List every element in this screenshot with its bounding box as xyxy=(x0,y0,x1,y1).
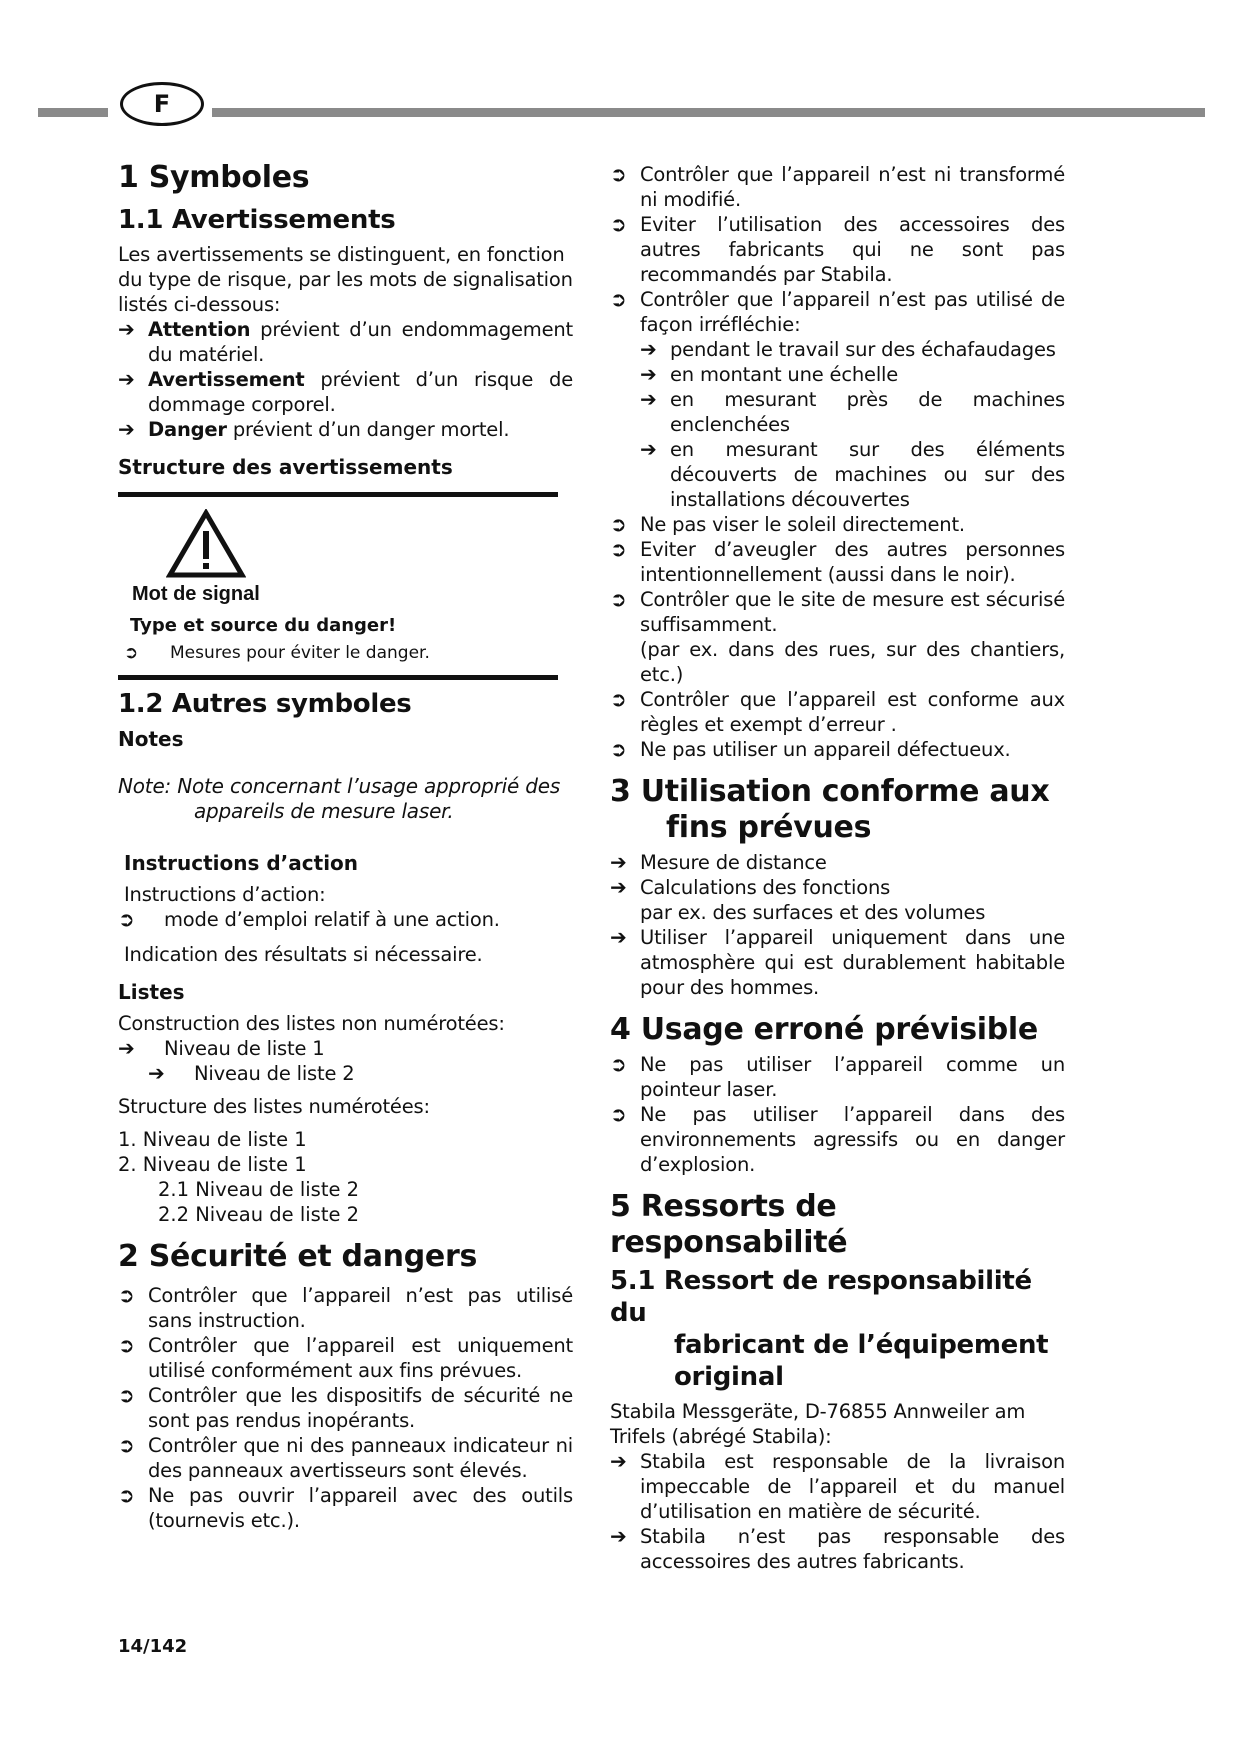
note-example xyxy=(118,774,573,824)
right-column xyxy=(610,162,1065,1574)
sub-list-item xyxy=(610,437,1065,512)
list-item: 2.2 Niveau de liste 2 xyxy=(158,1203,360,1226)
list-item-text: prévient d’un risque de dommage corporel. xyxy=(148,368,573,416)
list-item xyxy=(118,317,573,367)
arrow-icon: ➔ xyxy=(118,317,135,341)
list-item xyxy=(610,212,1065,287)
note-line: Note: Note concernant l’usage approprié des xyxy=(118,774,561,798)
list-item-text: pendant le travail sur des échafaudages xyxy=(670,338,1056,361)
list-item-text: Contrôler que l’appareil n’est pas utilisé de façon irréfléchie: xyxy=(640,288,1065,336)
danger-measure-text: Mesures pour éviter le danger. xyxy=(170,643,430,663)
danger-measure xyxy=(124,643,430,663)
list-item: 2.1 Niveau de liste 2 xyxy=(158,1178,360,1201)
numbered-list xyxy=(118,1127,573,1227)
list-item xyxy=(118,1333,573,1383)
list-item-text: Contrôler que les dispositifs de sécurité ne sont pas rendus inopérants. xyxy=(148,1384,573,1432)
danger-type: Type et source du danger! xyxy=(130,615,397,636)
section-1-title: 1 Symboles xyxy=(118,160,310,195)
lists-unnumbered-intro: Construction des listes non numérotées: xyxy=(118,1012,505,1035)
list-item-text: en mesurant sur des éléments découverts de machines ou sur des installations découvertes xyxy=(670,438,1065,511)
list-item-text: Ne pas utiliser un appareil défectueux. xyxy=(640,738,1011,761)
warning-triangle-icon xyxy=(166,509,246,579)
list-item xyxy=(118,1383,573,1433)
list-item-text: Ne pas ouvrir l’appareil avec des outils (tournevis etc.). xyxy=(148,1484,573,1532)
list-item xyxy=(118,1483,573,1533)
list-item xyxy=(118,1036,573,1061)
signal-word-danger: Danger xyxy=(148,418,227,441)
list-item-text: Niveau de liste 2 xyxy=(194,1062,355,1085)
divider xyxy=(118,675,558,680)
list-item: 1. Niveau de liste 1 xyxy=(118,1128,307,1151)
list-item xyxy=(610,1102,1065,1177)
arrow-icon: ➔ xyxy=(640,362,657,386)
list-item-text: Eviter d’aveugler des autres personnes intentionnellement (aussi dans le noir). xyxy=(640,538,1065,586)
section-2-title: 2 Sécurité et dangers xyxy=(118,1239,478,1274)
language-badge: F xyxy=(120,82,204,126)
list-item-text: prévient d’un endommagement du matériel. xyxy=(148,318,573,366)
sub-list-item xyxy=(610,337,1065,362)
section-3-title-line: fins prévues xyxy=(666,810,872,845)
circle-arrow-icon: ➲ xyxy=(610,512,627,536)
list-item-text: Contrôler que l’appareil n’est ni transformé ni modifié. xyxy=(640,163,1065,211)
arrow-icon: ➔ xyxy=(610,875,627,899)
circle-arrow-icon: ➲ xyxy=(610,587,627,611)
header-bar-right xyxy=(212,108,1205,117)
list-item xyxy=(610,850,1065,875)
signal-word: Mot de signal xyxy=(132,583,260,605)
list-item-text: en montant une échelle xyxy=(670,363,899,386)
list-item xyxy=(118,367,573,417)
list-item-text: Contrôler que ni des panneaux indicateur ni des panneaux avertisseurs sont élevés. xyxy=(148,1434,573,1482)
structure-title: Structure des avertissements xyxy=(118,455,453,479)
arrow-icon: ➔ xyxy=(148,1061,165,1085)
signal-word-avertissement: Avertissement xyxy=(148,368,305,391)
list-item xyxy=(118,1433,573,1483)
header-bar-left xyxy=(38,108,108,117)
list-item-text: mode d’emploi relatif à une action. xyxy=(164,908,500,931)
lists-numbered-intro: Structure des listes numérotées: xyxy=(118,1095,430,1118)
list-item-text: Niveau de liste 1 xyxy=(164,1037,325,1060)
list-item-extra: par ex. des surfaces et des volumes xyxy=(640,901,986,924)
list-item xyxy=(610,1524,1065,1574)
section-5-title: 5 Ressorts de responsabilité xyxy=(610,1189,848,1260)
section-3-title xyxy=(610,774,1065,846)
list-item-text: Ne pas viser le soleil directement. xyxy=(640,513,965,536)
arrow-icon: ➔ xyxy=(640,387,657,411)
list-item-text: Utiliser l’appareil uniquement dans une atmosphère qui est durablement habitable pour des hommes. xyxy=(640,926,1065,999)
list-item xyxy=(610,512,1065,537)
list-item xyxy=(118,417,573,442)
circle-arrow-icon: ➲ xyxy=(118,1383,135,1407)
list-item-text: prévient d’un danger mortel. xyxy=(226,418,510,441)
list-item xyxy=(610,1449,1065,1524)
list-item-text: Eviter l’utilisation des accessoires des autres fabricants qui ne sont pas recommandés par Stabila. xyxy=(640,213,1065,286)
list-item-text: en mesurant près de machines enclenchées xyxy=(670,388,1065,436)
list-item xyxy=(610,737,1065,762)
section-5-1-title-line: fabricant de l’équipement xyxy=(674,1330,1049,1360)
section-1-1-title: 1.1 Avertissements xyxy=(118,205,396,235)
note-line: appareils de mesure laser. xyxy=(194,799,454,823)
warnings-intro: Les avertissements se distinguent, en fonction du type de risque, par les mots de signalisation listés ci-dessous: xyxy=(118,243,573,316)
list-item xyxy=(118,907,573,932)
circle-arrow-icon: ➲ xyxy=(610,1102,627,1126)
circle-arrow-icon: ➲ xyxy=(610,737,627,761)
arrow-icon: ➔ xyxy=(118,1036,135,1060)
circle-arrow-icon: ➲ xyxy=(118,1333,135,1357)
warning-example xyxy=(118,497,558,675)
circle-arrow-icon: ➲ xyxy=(610,212,627,236)
list-item xyxy=(610,687,1065,737)
section-5-1-title-line: 5.1 Ressort de responsabilité du xyxy=(610,1266,1032,1328)
circle-arrow-icon: ➲ xyxy=(610,537,627,561)
list-item-text: Contrôler que l’appareil est conforme aux règles et exempt d’erreur . xyxy=(640,688,1065,736)
manufacturer-intro: Stabila Messgeräte, D-76855 Annweiler am Trifels (abrégé Stabila): xyxy=(610,1400,1026,1448)
circle-arrow-icon: ➲ xyxy=(610,287,627,311)
circle-arrow-icon: ➲ xyxy=(610,1052,627,1076)
section-1-2-title: 1.2 Autres symboles xyxy=(118,689,412,719)
list-item-text: Stabila est responsable de la livraison impeccable de l’appareil et du manuel d’utilisation en matière de sécurité. xyxy=(640,1450,1065,1523)
sub-list-item xyxy=(610,362,1065,387)
circle-arrow-icon: ➲ xyxy=(118,1483,135,1507)
list-item xyxy=(610,587,1065,637)
list-item-text: Contrôler que le site de mesure est sécurisé suffisamment. xyxy=(640,588,1065,636)
list-item-text: Stabila n’est pas responsable des accessoires des autres fabricants. xyxy=(640,1525,1065,1573)
arrow-icon: ➔ xyxy=(610,850,627,874)
list-item xyxy=(610,875,1065,900)
sub-list-item xyxy=(610,387,1065,437)
circle-arrow-icon: ➲ xyxy=(610,687,627,711)
arrow-icon: ➔ xyxy=(640,437,657,461)
circle-arrow-icon: ➲ xyxy=(610,162,627,186)
list-item xyxy=(610,1052,1065,1102)
signal-word-attention: Attention xyxy=(148,318,251,341)
list-item-text: Contrôler que l’appareil n’est pas utilisé sans instruction. xyxy=(148,1284,573,1332)
section-5-1-title xyxy=(610,1265,1065,1393)
list-item-text: Contrôler que l’appareil est uniquement utilisé conformément aux fins prévues. xyxy=(148,1334,573,1382)
section-4-title: 4 Usage erroné prévisible xyxy=(610,1012,1038,1047)
list-item-text: Calculations des fonctions xyxy=(640,876,891,899)
list-item xyxy=(118,1061,573,1086)
page-number: 14/142 xyxy=(118,1636,188,1657)
circle-arrow-icon: ➲ xyxy=(118,1283,135,1307)
list-item: 2. Niveau de liste 1 xyxy=(118,1153,307,1176)
section-5-1-title-line: original xyxy=(674,1362,784,1392)
notes-title: Notes xyxy=(118,727,184,751)
instructions-text: Instructions d’action: xyxy=(124,883,326,906)
lists-title: Listes xyxy=(118,980,185,1004)
arrow-icon: ➔ xyxy=(610,925,627,949)
list-item-text: Ne pas utiliser l’appareil comme un pointeur laser. xyxy=(640,1053,1065,1101)
arrow-icon: ➔ xyxy=(640,337,657,361)
list-item xyxy=(610,925,1065,1000)
circle-arrow-icon: ➲ xyxy=(118,1433,135,1457)
instructions-title: Instructions d’action xyxy=(124,851,359,875)
list-item xyxy=(610,287,1065,337)
left-column xyxy=(118,160,573,1533)
circle-arrow-icon: ➲ xyxy=(124,643,139,663)
list-item xyxy=(118,1283,573,1333)
arrow-icon: ➔ xyxy=(118,367,135,391)
list-item-text: Mesure de distance xyxy=(640,851,827,874)
arrow-icon: ➔ xyxy=(610,1524,627,1548)
list-item-text: Ne pas utiliser l’appareil dans des environnements agressifs ou en danger d’explosion. xyxy=(640,1103,1065,1176)
circle-arrow-icon: ➲ xyxy=(118,907,135,931)
list-item xyxy=(610,537,1065,587)
list-item xyxy=(610,162,1065,212)
arrow-icon: ➔ xyxy=(118,417,135,441)
instructions-result: Indication des résultats si nécessaire. xyxy=(124,943,483,966)
arrow-icon: ➔ xyxy=(610,1449,627,1473)
list-item-extra: (par ex. dans des rues, sur des chantiers, etc.) xyxy=(640,638,1065,686)
section-3-title-line: 3 Utilisation conforme aux xyxy=(610,774,1050,809)
